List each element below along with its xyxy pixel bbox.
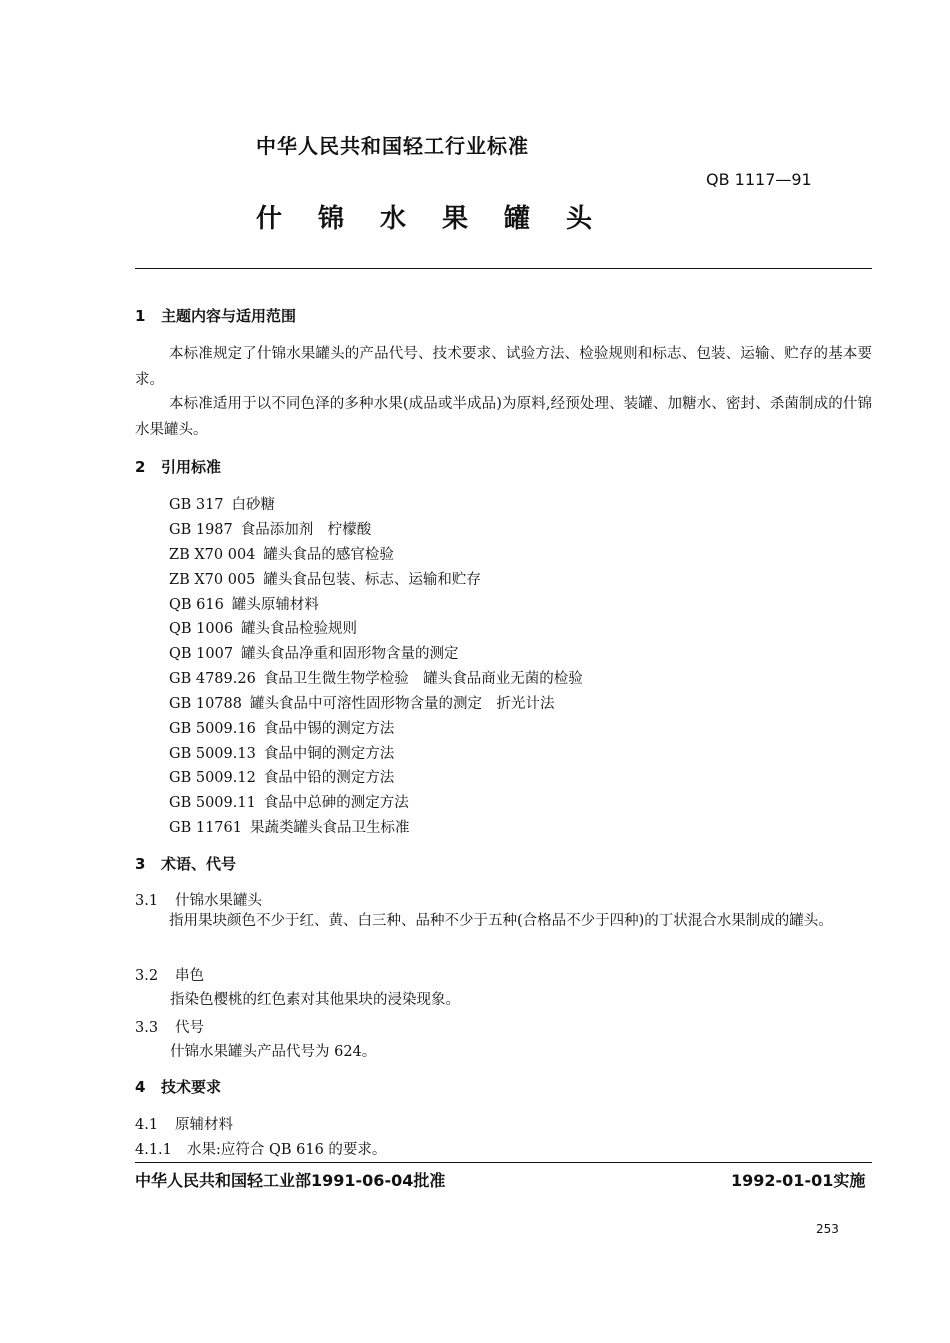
section-title: 技术要求 <box>161 1078 222 1096</box>
reference-code: GB 5009.11 <box>169 795 256 811</box>
section-number: 3 <box>135 855 146 873</box>
reference-item <box>169 791 409 812</box>
reference-name: 食品中铜的测定方法 <box>263 746 395 762</box>
reference-code: ZB X70 005 <box>169 572 256 588</box>
reference-code: GB 4789.26 <box>169 671 256 687</box>
section-number: 2 <box>135 458 146 476</box>
section-3-heading <box>135 853 236 874</box>
reference-code: ZB X70 004 <box>169 547 256 563</box>
subsection-4-1-1 <box>135 1138 386 1159</box>
reference-code: QB 1007 <box>169 646 234 662</box>
section-4-heading <box>135 1076 221 1097</box>
reference-name: 食品卫生微生物学检验 罐头食品商业无菌的检验 <box>263 671 583 687</box>
reference-item <box>169 692 554 713</box>
effective-date: 1992-01-01实施 <box>731 1171 866 1190</box>
reference-name: 食品中铅的测定方法 <box>263 770 395 786</box>
subsection-title: 代号 <box>175 1020 204 1036</box>
section-title: 术语、代号 <box>161 855 237 873</box>
subsection-3-3-text: 什锦水果罐头产品代号为 624。 <box>170 1044 377 1060</box>
subsection-3-2-heading <box>135 964 204 985</box>
reference-code: GB 5009.16 <box>169 721 256 737</box>
subsection-3-1-text: 指用果块颜色不少于红、黄、白三种、品种不少于五种(合格品不少于四种)的丁状混合水果制成的罐头。 <box>169 913 833 929</box>
reference-code: QB 1006 <box>169 621 234 637</box>
reference-item <box>169 493 275 514</box>
standard-title: 中华人民共和国轻工行业标准 <box>256 134 529 158</box>
reference-name: 食品中锡的测定方法 <box>263 721 395 737</box>
subsection-title: 什锦水果罐头 <box>175 893 262 909</box>
reference-item <box>169 766 394 787</box>
footer-rule <box>135 1162 872 1163</box>
reference-item <box>169 642 459 663</box>
reference-item <box>169 568 481 589</box>
reference-code: GB 5009.13 <box>169 746 256 762</box>
reference-item <box>169 617 357 638</box>
reference-name: 罐头食品检验规则 <box>241 621 358 637</box>
section-2-heading <box>135 456 221 477</box>
subsection-number: 3.1 <box>135 893 159 909</box>
reference-code: QB 616 <box>169 597 224 613</box>
reference-name: 食品添加剂 柠檬酸 <box>240 522 372 538</box>
reference-code: GB 1987 <box>169 522 233 538</box>
reference-name: 食品中总砷的测定方法 <box>263 795 409 811</box>
header-rule <box>135 268 872 269</box>
page-number: 253 <box>816 1222 839 1236</box>
subsection-title: 串色 <box>175 968 204 984</box>
reference-item <box>169 816 409 837</box>
reference-code: GB 10788 <box>169 696 242 712</box>
reference-code: GB 317 <box>169 497 224 513</box>
reference-item <box>169 593 319 614</box>
reference-name: 罐头食品净重和固形物含量的测定 <box>241 646 459 662</box>
reference-name: 罐头原辅材料 <box>231 597 319 613</box>
section-1-heading <box>135 305 296 326</box>
subsection-title: 原辅材料 <box>175 1117 233 1133</box>
document-title: 什锦水果罐头 <box>256 204 629 234</box>
subsection-text: 水果:应符合 QB 616 的要求。 <box>187 1142 387 1158</box>
approval-line: 中华人民共和国轻工业部1991-06-04批准 <box>135 1171 446 1190</box>
section-title: 引用标准 <box>161 458 222 476</box>
reference-code: GB 11761 <box>169 820 242 836</box>
subsection-number: 4.1.1 <box>135 1142 172 1158</box>
reference-name: 果蔬类罐头食品卫生标准 <box>249 820 410 836</box>
subsection-3-1-heading <box>135 889 262 910</box>
reference-code: GB 5009.12 <box>169 770 256 786</box>
reference-name: 罐头食品中可溶性固形物含量的测定 折光计法 <box>249 696 555 712</box>
subsection-number: 4.1 <box>135 1117 159 1133</box>
reference-item <box>169 667 583 688</box>
reference-name: 罐头食品包装、标志、运输和贮存 <box>263 572 481 588</box>
subsection-3-3-heading <box>135 1016 204 1037</box>
standard-code: QB 1117—91 <box>706 170 812 189</box>
subsection-3-2-text: 指染色樱桃的红色素对其他果块的浸染现象。 <box>170 992 460 1008</box>
section-number: 4 <box>135 1078 146 1096</box>
reference-name: 罐头食品的感官检验 <box>263 547 394 563</box>
reference-item <box>169 742 394 763</box>
reference-item <box>169 518 371 539</box>
subsection-number: 3.3 <box>135 1020 159 1036</box>
section-1-paragraph-2: 本标准适用于以不同色泽的多种水果(成品或半成品)为原料,经预处理、装罐、加糖水、密封、杀菌制成的什锦水果罐头。 <box>135 396 872 438</box>
subsection-4-1-heading <box>135 1113 233 1134</box>
subsection-number: 3.2 <box>135 968 159 984</box>
reference-name: 白砂糖 <box>231 497 276 513</box>
reference-item <box>169 543 394 564</box>
reference-item <box>169 717 394 738</box>
section-number: 1 <box>135 307 146 325</box>
section-1-paragraph-1: 本标准规定了什锦水果罐头的产品代号、技术要求、试验方法、检验规则和标志、包装、运输、贮存的基本要求。 <box>135 346 872 388</box>
section-title: 主题内容与适用范围 <box>161 307 297 325</box>
